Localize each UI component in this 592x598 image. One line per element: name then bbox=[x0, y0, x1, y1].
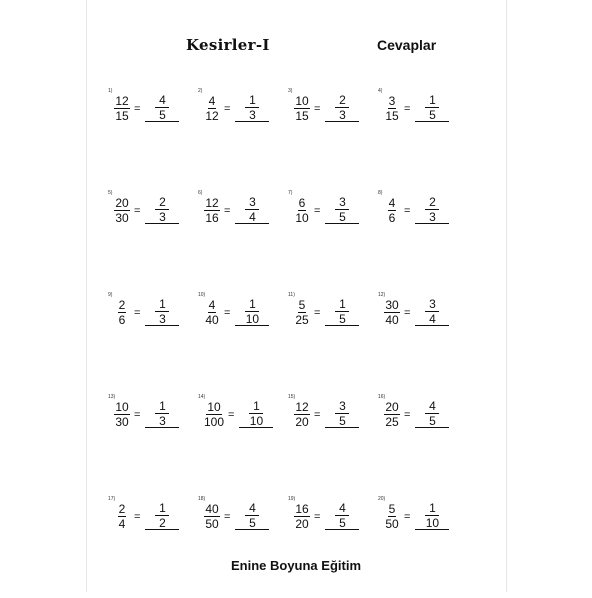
answer-numerator: 3 bbox=[245, 196, 259, 210]
given-numerator: 4 bbox=[388, 195, 396, 210]
given-fraction bbox=[204, 197, 220, 224]
problem-item bbox=[198, 88, 288, 190]
fraction-equation bbox=[204, 298, 269, 326]
answer-denominator: 3 bbox=[159, 210, 166, 224]
problem-item bbox=[108, 190, 198, 292]
answer-fraction bbox=[415, 298, 449, 326]
fraction-equation bbox=[384, 196, 449, 224]
given-numerator: 6 bbox=[298, 195, 306, 210]
answer-denominator: 4 bbox=[429, 312, 436, 326]
given-numerator: 2 bbox=[118, 501, 126, 516]
given-denominator: 15 bbox=[115, 108, 129, 123]
fraction-equation bbox=[114, 94, 179, 122]
fraction-equation bbox=[204, 502, 269, 530]
given-denominator: 15 bbox=[385, 108, 399, 123]
fraction-equation bbox=[384, 502, 449, 530]
answer-numerator: 1 bbox=[249, 400, 263, 414]
given-numerator: 10 bbox=[207, 399, 221, 414]
worksheet-title: Kesirler-I bbox=[186, 36, 270, 54]
given-denominator: 20 bbox=[295, 414, 309, 429]
problem-number: 6) bbox=[198, 190, 203, 196]
fraction-equation bbox=[294, 502, 359, 530]
problem-item bbox=[378, 292, 468, 394]
answer-denominator: 4 bbox=[249, 210, 256, 224]
equals-sign: = bbox=[134, 103, 141, 115]
problem-number: 11) bbox=[288, 292, 295, 298]
answer-denominator: 5 bbox=[159, 108, 166, 122]
answer-numerator: 1 bbox=[425, 502, 439, 516]
problem-item bbox=[378, 88, 468, 190]
problem-number: 18) bbox=[198, 496, 206, 502]
given-numerator: 5 bbox=[298, 297, 306, 312]
problem-item bbox=[288, 496, 378, 598]
problem-number: 2) bbox=[198, 88, 203, 94]
problem-number: 8) bbox=[378, 190, 383, 196]
equals-sign: = bbox=[228, 409, 235, 421]
answer-fraction bbox=[145, 94, 179, 122]
fraction-equation bbox=[204, 400, 273, 428]
given-numerator: 16 bbox=[295, 501, 309, 516]
answer-denominator: 3 bbox=[249, 108, 256, 122]
answer-numerator: 4 bbox=[155, 94, 169, 108]
given-numerator: 12 bbox=[205, 195, 219, 210]
fraction-equation bbox=[114, 196, 179, 224]
given-numerator: 12 bbox=[295, 399, 309, 414]
equals-sign: = bbox=[134, 205, 141, 217]
problem-number: 13) bbox=[108, 394, 116, 400]
answer-fraction bbox=[325, 400, 359, 428]
given-numerator: 10 bbox=[115, 399, 129, 414]
answer-numerator: 3 bbox=[425, 298, 439, 312]
answer-numerator: 2 bbox=[425, 196, 439, 210]
given-fraction bbox=[204, 299, 220, 326]
answer-fraction bbox=[415, 196, 449, 224]
answer-fraction bbox=[415, 400, 449, 428]
problem-number: 17) bbox=[108, 496, 116, 502]
answer-denominator: 3 bbox=[339, 108, 346, 122]
given-fraction bbox=[114, 197, 130, 224]
given-denominator: 6 bbox=[388, 210, 396, 225]
answer-numerator: 2 bbox=[155, 196, 169, 210]
given-numerator: 5 bbox=[388, 501, 396, 516]
given-fraction bbox=[384, 299, 400, 326]
given-denominator: 12 bbox=[205, 108, 219, 123]
page-left-edge bbox=[86, 0, 87, 592]
answer-numerator: 1 bbox=[245, 94, 259, 108]
given-fraction bbox=[114, 503, 130, 530]
problem-item bbox=[198, 292, 288, 394]
answer-numerator: 1 bbox=[155, 502, 169, 516]
answer-numerator: 4 bbox=[425, 400, 439, 414]
equals-sign: = bbox=[224, 307, 231, 319]
answers-label: Cevaplar bbox=[377, 37, 437, 53]
problem-number: 20) bbox=[378, 496, 386, 502]
problem-number: 1) bbox=[108, 88, 113, 94]
given-numerator: 40 bbox=[205, 501, 219, 516]
given-fraction bbox=[384, 401, 400, 428]
given-fraction bbox=[384, 503, 400, 530]
given-fraction bbox=[384, 197, 400, 224]
problem-number: 10) bbox=[198, 292, 206, 298]
fraction-equation bbox=[114, 502, 179, 530]
given-numerator: 20 bbox=[385, 399, 399, 414]
problem-number: 5) bbox=[108, 190, 113, 196]
answer-fraction bbox=[145, 196, 179, 224]
problem-item bbox=[288, 292, 378, 394]
equals-sign: = bbox=[404, 103, 411, 115]
answer-denominator: 5 bbox=[339, 414, 346, 428]
equals-sign: = bbox=[314, 103, 321, 115]
answer-numerator: 1 bbox=[155, 400, 169, 414]
answer-numerator: 4 bbox=[335, 502, 349, 516]
given-fraction bbox=[114, 299, 130, 326]
given-denominator: 6 bbox=[118, 312, 126, 327]
problem-number: 3) bbox=[288, 88, 293, 94]
problem-number: 16) bbox=[378, 394, 386, 400]
equals-sign: = bbox=[134, 409, 141, 421]
given-denominator: 20 bbox=[295, 516, 309, 531]
given-numerator: 10 bbox=[295, 93, 309, 108]
answer-fraction bbox=[235, 502, 269, 530]
given-numerator: 30 bbox=[385, 297, 399, 312]
equals-sign: = bbox=[134, 511, 141, 523]
answer-fraction bbox=[235, 196, 269, 224]
problem-item bbox=[288, 394, 378, 496]
given-fraction bbox=[114, 401, 130, 428]
equals-sign: = bbox=[134, 307, 141, 319]
given-denominator: 25 bbox=[295, 312, 309, 327]
fraction-equation bbox=[294, 196, 359, 224]
given-denominator: 30 bbox=[115, 414, 129, 429]
given-fraction bbox=[294, 401, 310, 428]
equals-sign: = bbox=[314, 511, 321, 523]
problem-item bbox=[108, 292, 198, 394]
equals-sign: = bbox=[224, 103, 231, 115]
answer-fraction bbox=[325, 94, 359, 122]
given-numerator: 3 bbox=[388, 93, 396, 108]
given-denominator: 16 bbox=[205, 210, 219, 225]
answer-numerator: 1 bbox=[335, 298, 349, 312]
problem-item bbox=[108, 394, 198, 496]
problem-item bbox=[378, 496, 468, 598]
answer-denominator: 5 bbox=[339, 312, 346, 326]
answer-denominator: 3 bbox=[159, 312, 166, 326]
given-fraction bbox=[384, 95, 400, 122]
answer-denominator: 10 bbox=[245, 312, 260, 326]
problem-number: 14) bbox=[198, 394, 206, 400]
given-fraction bbox=[294, 197, 310, 224]
fraction-equation bbox=[114, 400, 179, 428]
answer-fraction bbox=[415, 502, 449, 530]
given-fraction bbox=[114, 95, 130, 122]
equals-sign: = bbox=[404, 409, 411, 421]
equals-sign: = bbox=[224, 205, 231, 217]
problem-item bbox=[378, 190, 468, 292]
answer-fraction bbox=[325, 196, 359, 224]
given-denominator: 4 bbox=[118, 516, 126, 531]
given-numerator: 20 bbox=[115, 195, 129, 210]
equals-sign: = bbox=[404, 511, 411, 523]
answer-denominator: 5 bbox=[249, 516, 256, 530]
given-denominator: 100 bbox=[204, 414, 225, 429]
answer-numerator: 3 bbox=[335, 196, 349, 210]
answer-denominator: 2 bbox=[159, 516, 166, 530]
answer-numerator: 2 bbox=[335, 94, 349, 108]
fraction-equation bbox=[384, 94, 449, 122]
given-denominator: 10 bbox=[295, 210, 309, 225]
answer-fraction bbox=[145, 400, 179, 428]
given-denominator: 15 bbox=[295, 108, 309, 123]
equals-sign: = bbox=[404, 205, 411, 217]
equals-sign: = bbox=[404, 307, 411, 319]
answer-denominator: 10 bbox=[249, 414, 264, 428]
fraction-equation bbox=[204, 94, 269, 122]
problem-number: 19) bbox=[288, 496, 296, 502]
given-numerator: 4 bbox=[208, 93, 216, 108]
problem-number: 7) bbox=[288, 190, 293, 196]
answer-denominator: 3 bbox=[429, 210, 436, 224]
problem-item bbox=[378, 394, 468, 496]
answer-numerator: 1 bbox=[425, 94, 439, 108]
problem-item bbox=[288, 88, 378, 190]
problem-number: 9) bbox=[108, 292, 113, 298]
answer-numerator: 4 bbox=[245, 502, 259, 516]
answer-numerator: 3 bbox=[335, 400, 349, 414]
answer-denominator: 5 bbox=[429, 414, 436, 428]
equals-sign: = bbox=[314, 307, 321, 319]
answer-fraction bbox=[145, 298, 179, 326]
answer-fraction bbox=[239, 400, 273, 428]
problem-item bbox=[198, 394, 288, 496]
given-denominator: 25 bbox=[385, 414, 399, 429]
answer-fraction bbox=[325, 298, 359, 326]
fraction-equation bbox=[294, 298, 359, 326]
problem-item bbox=[198, 496, 288, 598]
fraction-equation bbox=[384, 298, 449, 326]
problem-item bbox=[108, 88, 198, 190]
footer-brand: Enine Boyuna Eğitim bbox=[230, 558, 361, 573]
given-fraction bbox=[204, 95, 220, 122]
answer-denominator: 10 bbox=[425, 516, 440, 530]
answer-denominator: 5 bbox=[429, 108, 436, 122]
given-fraction bbox=[294, 503, 310, 530]
problem-item bbox=[288, 190, 378, 292]
given-fraction bbox=[204, 401, 224, 428]
equals-sign: = bbox=[224, 511, 231, 523]
problem-item bbox=[108, 496, 198, 598]
problem-item bbox=[198, 190, 288, 292]
answer-denominator: 5 bbox=[339, 210, 346, 224]
answer-numerator: 1 bbox=[245, 298, 259, 312]
given-numerator: 12 bbox=[115, 93, 129, 108]
answer-numerator: 1 bbox=[155, 298, 169, 312]
answer-fraction bbox=[415, 94, 449, 122]
page-right-edge bbox=[506, 0, 507, 592]
answer-fraction bbox=[235, 94, 269, 122]
fraction-equation bbox=[384, 400, 449, 428]
given-fraction bbox=[294, 299, 310, 326]
given-denominator: 30 bbox=[115, 210, 129, 225]
equals-sign: = bbox=[314, 409, 321, 421]
problem-number: 12) bbox=[378, 292, 386, 298]
answer-denominator: 3 bbox=[159, 414, 166, 428]
answer-fraction bbox=[325, 502, 359, 530]
problem-grid bbox=[108, 88, 468, 598]
equals-sign: = bbox=[314, 205, 321, 217]
given-fraction bbox=[204, 503, 220, 530]
given-fraction bbox=[294, 95, 310, 122]
fraction-equation bbox=[294, 94, 359, 122]
given-denominator: 40 bbox=[205, 312, 219, 327]
answer-fraction bbox=[235, 298, 269, 326]
given-denominator: 40 bbox=[385, 312, 399, 327]
given-numerator: 4 bbox=[208, 297, 216, 312]
given-denominator: 50 bbox=[205, 516, 219, 531]
answer-fraction bbox=[145, 502, 179, 530]
fraction-equation bbox=[204, 196, 269, 224]
given-denominator: 50 bbox=[385, 516, 399, 531]
given-numerator: 2 bbox=[118, 297, 126, 312]
answer-denominator: 5 bbox=[339, 516, 346, 530]
fraction-equation bbox=[114, 298, 179, 326]
problem-number: 4) bbox=[378, 88, 383, 94]
problem-number: 15) bbox=[288, 394, 296, 400]
fraction-equation bbox=[294, 400, 359, 428]
